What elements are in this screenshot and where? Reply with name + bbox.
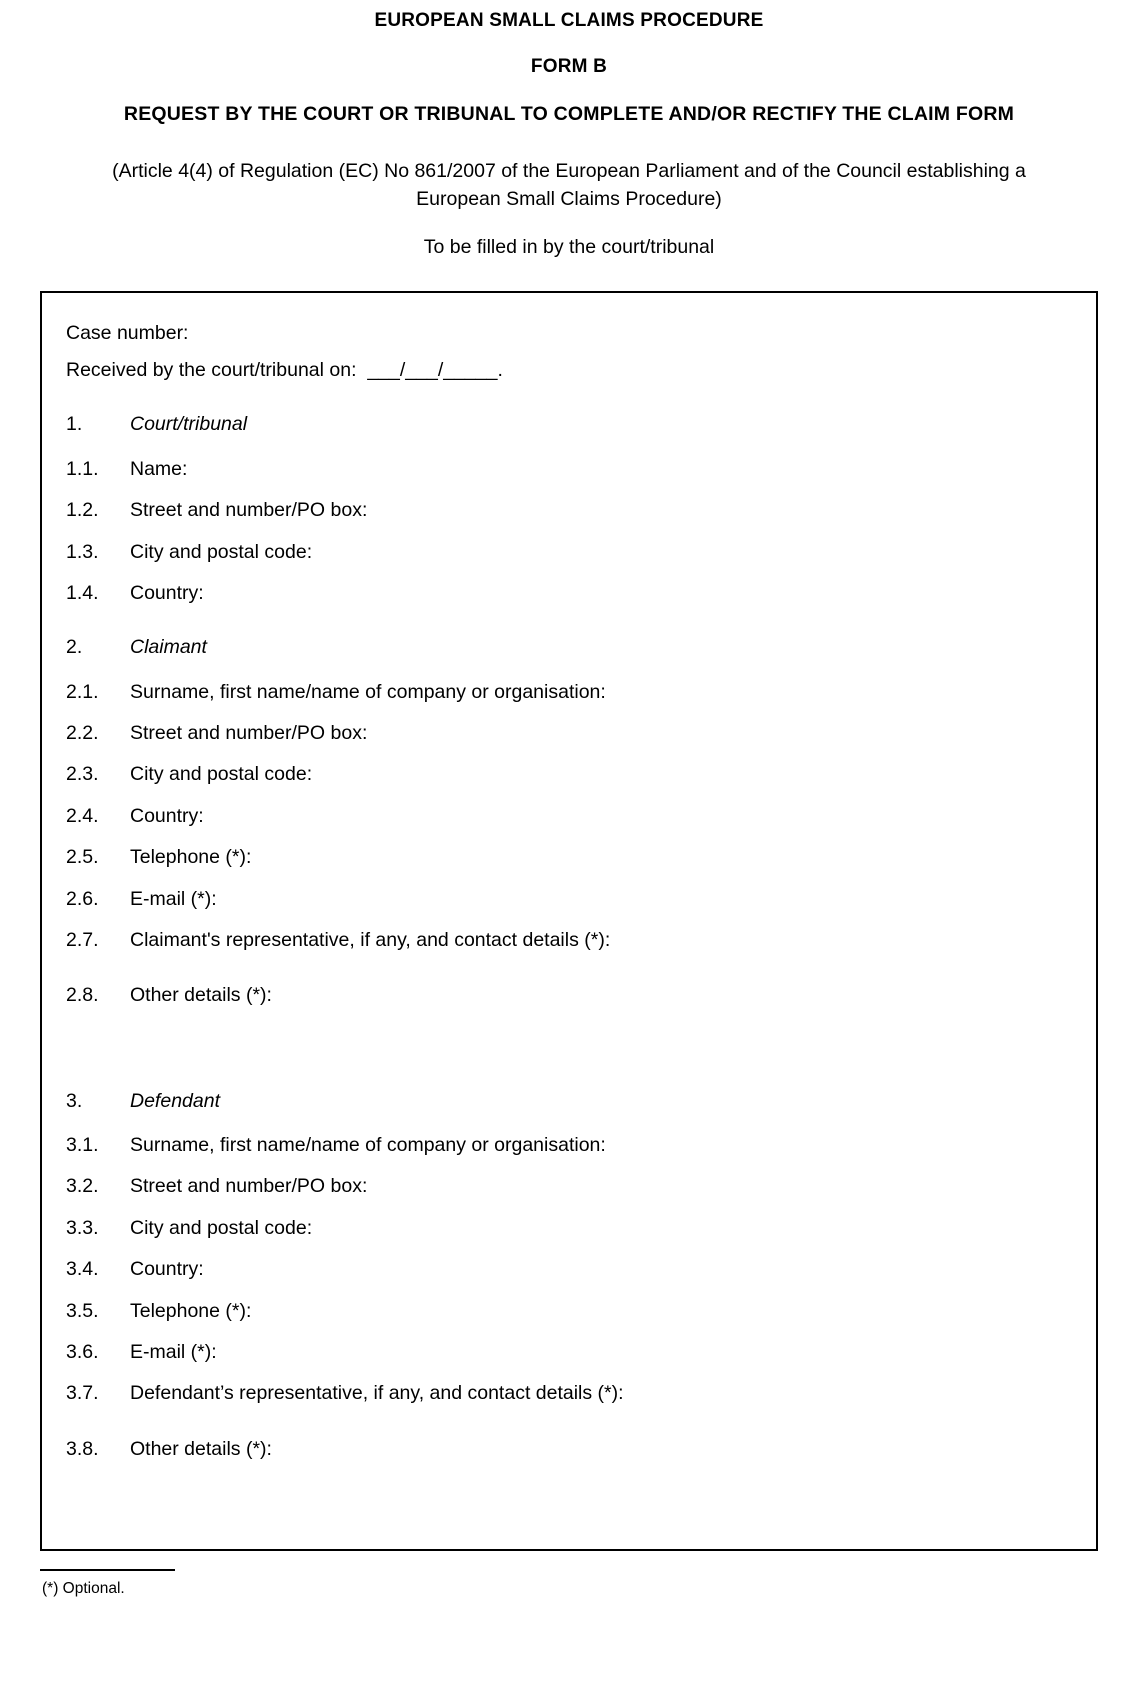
field-row-2-6 — [66, 887, 1072, 911]
footnote-divider — [40, 1569, 175, 1571]
field-number: 1.2. — [66, 499, 99, 522]
field-label: Country: — [130, 581, 204, 604]
field-row-2-7 — [66, 928, 1072, 952]
field-number: 2.7. — [66, 928, 99, 951]
field-number: 3.4. — [66, 1258, 99, 1281]
field-row-1-2 — [66, 498, 1072, 522]
field-label: Telephone (*): — [130, 846, 252, 869]
field-number: 2.4. — [66, 804, 99, 827]
field-number: 1.4. — [66, 581, 99, 604]
section-title: Court/tribunal — [130, 413, 248, 436]
title-line-2: FORM B — [530, 56, 608, 78]
section-heading-3 — [66, 1089, 1072, 1113]
field-number: 3.8. — [66, 1437, 99, 1460]
field-label: Defendant’s representative, if any, and contact details (*): — [130, 1382, 624, 1405]
footnote-area — [40, 1569, 1098, 1599]
field-row-2-4 — [66, 804, 1072, 828]
field-number: 2.8. — [66, 984, 99, 1007]
section-heading-2 — [66, 635, 1072, 659]
field-number: 3.3. — [66, 1216, 99, 1239]
field-row-2-8 — [66, 983, 1072, 1007]
footnote-text: (*) Optional. — [42, 1579, 125, 1597]
to-be-filled-note: To be filled in by the court/tribunal — [423, 235, 715, 258]
field-label: E-mail (*): — [130, 887, 217, 910]
field-number: 3.7. — [66, 1382, 99, 1405]
field-row-2-2 — [66, 721, 1072, 745]
field-label: Street and number/PO box: — [130, 499, 368, 522]
field-label: E-mail (*): — [130, 1340, 217, 1363]
field-label: Country: — [130, 1258, 204, 1281]
section-number: 1. — [66, 413, 83, 436]
field-row-3-1 — [66, 1133, 1072, 1157]
title-line-3: REQUEST BY THE COURT OR TRIBUNAL TO COMPLETE AND/OR RECTIFY THE CLAIM FORM — [123, 102, 1015, 125]
field-row-2-1 — [66, 680, 1072, 704]
case-number-label: Case number: — [66, 321, 189, 344]
field-row-3-2 — [66, 1174, 1072, 1198]
title-line-1: EUROPEAN SMALL CLAIMS PROCEDURE — [374, 10, 764, 31]
field-row-3-7 — [66, 1381, 1072, 1405]
section-number: 2. — [66, 636, 83, 659]
field-label: City and postal code: — [130, 763, 313, 786]
spacer — [66, 969, 1072, 983]
section-heading-1 — [66, 412, 1072, 436]
field-number: 2.6. — [66, 887, 99, 910]
form-body-box — [40, 291, 1098, 1551]
field-row-1-3 — [66, 540, 1072, 564]
field-label: Name: — [130, 457, 188, 480]
section-number: 3. — [66, 1089, 83, 1112]
field-row-3-4 — [66, 1257, 1072, 1281]
field-label: Street and number/PO box: — [130, 1175, 368, 1198]
field-row-3-6 — [66, 1340, 1072, 1364]
field-number: 3.6. — [66, 1340, 99, 1363]
field-label: Surname, first name/name of company or organisation: — [130, 1134, 606, 1156]
field-number: 1.3. — [66, 540, 99, 563]
field-label: Street and number/PO box: — [130, 722, 368, 744]
field-number: 2.1. — [66, 680, 99, 703]
received-date-label: Received by the court/tribunal on: ___/___/_____. — [66, 359, 503, 381]
section-title: Claimant — [130, 636, 207, 659]
field-row-2-3 — [66, 762, 1072, 786]
field-row-1-4 — [66, 581, 1072, 605]
field-number: 2.3. — [66, 763, 99, 786]
field-label: Other details (*): — [130, 984, 272, 1007]
field-number: 3.5. — [66, 1299, 99, 1322]
document-header — [40, 0, 1098, 259]
field-number: 3.1. — [66, 1134, 99, 1156]
field-number: 3.2. — [66, 1175, 99, 1198]
field-label: Telephone (*): — [130, 1299, 252, 1322]
field-label: Surname, first name/name of company or organisation: — [130, 680, 606, 703]
field-row-3-5 — [66, 1299, 1072, 1323]
field-label: Other details (*): — [130, 1437, 272, 1460]
section-title: Defendant — [130, 1089, 220, 1112]
field-row-2-5 — [66, 845, 1072, 869]
field-number: 2.5. — [66, 846, 99, 869]
field-row-1-1 — [66, 457, 1072, 481]
regulation-reference: (Article 4(4) of Regulation (EC) No 861/2007 of the European Parliament and of the Council establishing a European Small Claims Procedure) — [112, 160, 1026, 211]
field-label: Country: — [130, 804, 204, 827]
field-row-3-3 — [66, 1216, 1072, 1240]
spacer — [66, 1025, 1072, 1059]
field-label: Claimant's representative, if any, and contact details (*): — [130, 928, 611, 951]
field-row-3-8 — [66, 1437, 1072, 1461]
field-number: 2.2. — [66, 722, 99, 744]
field-number: 1.1. — [66, 457, 99, 480]
spacer — [66, 1423, 1072, 1437]
field-label: City and postal code: — [130, 540, 313, 563]
field-label: City and postal code: — [130, 1216, 313, 1239]
